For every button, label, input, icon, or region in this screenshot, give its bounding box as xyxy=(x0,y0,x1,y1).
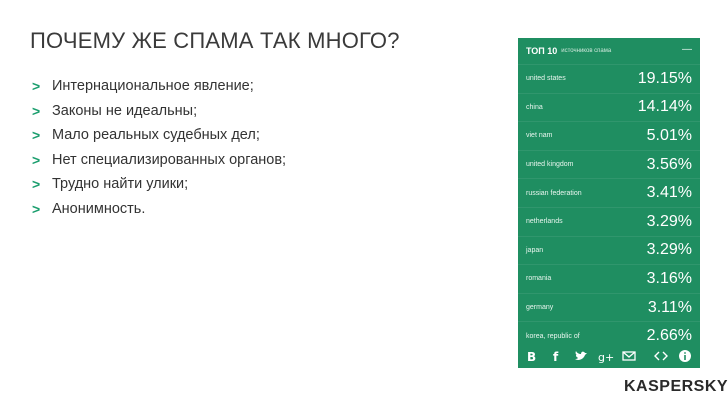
bullet-text: Трудно найти улики; xyxy=(52,176,189,193)
bullet-text: Мало реальных судебных дел; xyxy=(52,127,260,144)
chevron-right-icon: > xyxy=(32,127,41,144)
kaspersky-logo: KASPERSKY xyxy=(624,378,728,395)
widget-subtitle: источников спама xyxy=(561,48,612,54)
widget-title: ТОП 10 xyxy=(526,46,558,56)
country-percent: 3.11% xyxy=(647,298,692,316)
bullet-text: Законы не идеальны; xyxy=(52,102,198,119)
chevron-right-icon: > xyxy=(32,151,41,168)
country-name: germany xyxy=(526,304,554,312)
embed-icon[interactable] xyxy=(654,349,668,363)
country-row[interactable] xyxy=(518,293,700,322)
country-name: china xyxy=(526,103,543,111)
twitter-icon[interactable] xyxy=(574,349,588,363)
country-percent: 5.01% xyxy=(646,126,692,144)
bullet-item xyxy=(32,172,286,197)
country-row[interactable] xyxy=(518,264,700,293)
country-percent: 3.41% xyxy=(646,184,692,202)
country-percent: 2.66% xyxy=(646,327,692,345)
country-percent: 19.15% xyxy=(637,69,692,87)
widget-header xyxy=(518,38,700,64)
info-icon[interactable] xyxy=(678,349,692,363)
country-percent: 3.29% xyxy=(646,241,692,259)
country-list xyxy=(518,64,700,350)
bullet-text: Интернациональное явление; xyxy=(52,78,254,95)
country-name: netherlands xyxy=(526,218,563,226)
facebook-icon[interactable] xyxy=(550,349,564,363)
bullet-text: Нет специализированных органов; xyxy=(52,151,287,168)
chevron-right-icon: > xyxy=(32,200,41,217)
country-name: korea, republic of xyxy=(526,332,580,340)
share-bar xyxy=(518,344,700,368)
top10-spam-widget xyxy=(518,38,700,368)
country-name: romania xyxy=(526,275,552,283)
chevron-right-icon: > xyxy=(32,78,41,95)
bullet-list xyxy=(32,74,286,221)
google-plus-icon[interactable] xyxy=(598,349,615,364)
country-percent: 3.29% xyxy=(646,212,692,230)
country-name: viet nam xyxy=(526,132,553,140)
bullet-item xyxy=(32,74,286,99)
country-row[interactable] xyxy=(518,178,700,207)
minimize-button[interactable]: — xyxy=(682,44,692,55)
vk-icon[interactable] xyxy=(526,349,540,363)
chevron-right-icon: > xyxy=(32,176,41,193)
country-percent: 14.14% xyxy=(637,98,692,116)
svg-text:f: f xyxy=(553,350,559,364)
bullet-item xyxy=(32,99,286,124)
slide-title: ПОЧЕМУ ЖЕ СПАМА ТАК МНОГО? xyxy=(30,28,400,53)
country-name: japan xyxy=(526,246,544,254)
country-percent: 3.16% xyxy=(646,269,692,287)
bullet-item xyxy=(32,197,286,222)
country-row[interactable] xyxy=(518,207,700,236)
bullet-item xyxy=(32,123,286,148)
country-row[interactable] xyxy=(518,236,700,265)
svg-text:g+: g+ xyxy=(598,351,615,364)
chevron-right-icon: > xyxy=(32,102,41,119)
country-name: united states xyxy=(526,75,566,83)
bullet-item xyxy=(32,148,286,173)
country-row[interactable] xyxy=(518,64,700,93)
bullet-text: Анонимность. xyxy=(52,200,146,217)
svg-text:В: В xyxy=(527,350,537,364)
country-name: russian federation xyxy=(526,189,582,197)
country-name: united kingdom xyxy=(526,161,574,169)
country-row[interactable] xyxy=(518,150,700,179)
country-row[interactable] xyxy=(518,93,700,122)
mail-icon[interactable] xyxy=(622,349,636,363)
country-row[interactable] xyxy=(518,121,700,150)
country-percent: 3.56% xyxy=(646,155,692,173)
